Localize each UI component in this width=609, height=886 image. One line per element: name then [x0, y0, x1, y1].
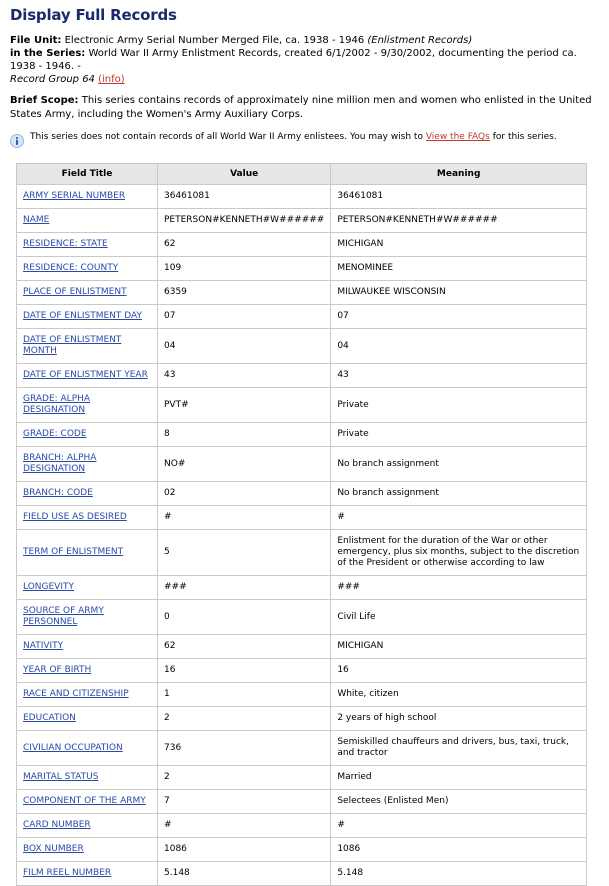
meaning-cell: Married	[331, 766, 587, 790]
meaning-cell: No branch assignment	[331, 447, 587, 482]
field-title-cell	[17, 659, 158, 683]
value-cell: 7	[158, 790, 331, 814]
header-meaning: Meaning	[331, 164, 587, 185]
table-row	[17, 576, 587, 600]
field-title-cell	[17, 731, 158, 766]
series-info-link[interactable]: (info)	[98, 74, 125, 85]
table-row	[17, 600, 587, 635]
field-title-link[interactable]: YEAR OF BIRTH	[23, 665, 92, 675]
table-row	[17, 257, 587, 281]
field-title-cell	[17, 388, 158, 423]
meaning-cell: 43	[331, 364, 587, 388]
field-title-link[interactable]: FILM REEL NUMBER	[23, 868, 112, 878]
field-title-cell	[17, 707, 158, 731]
file-unit-label: File Unit:	[10, 35, 62, 46]
field-title-link[interactable]: EDUCATION	[23, 713, 76, 723]
value-cell: #	[158, 506, 331, 530]
table-row	[17, 423, 587, 447]
table-row	[17, 862, 587, 886]
brief-scope-label: Brief Scope:	[10, 95, 79, 106]
field-title-link[interactable]: GRADE: CODE	[23, 429, 87, 439]
meaning-cell: #	[331, 814, 587, 838]
meaning-cell: 36461081	[331, 185, 587, 209]
meaning-cell: Private	[331, 423, 587, 447]
field-title-cell	[17, 530, 158, 576]
field-title-cell	[17, 766, 158, 790]
header-field-title: Field Title	[17, 164, 158, 185]
field-title-link[interactable]: TERM OF ENLISTMENT	[23, 547, 124, 557]
table-row	[17, 364, 587, 388]
table-row	[17, 766, 587, 790]
value-cell: 8	[158, 423, 331, 447]
header-value: Value	[158, 164, 331, 185]
meaning-cell: Civil Life	[331, 600, 587, 635]
field-title-cell	[17, 447, 158, 482]
table-row	[17, 388, 587, 423]
info-icon	[10, 134, 24, 148]
value-cell: 0	[158, 600, 331, 635]
field-title-link[interactable]: ARMY SERIAL NUMBER	[23, 191, 126, 201]
table-row	[17, 185, 587, 209]
field-title-cell	[17, 233, 158, 257]
value-cell: 36461081	[158, 185, 331, 209]
table-row	[17, 731, 587, 766]
value-cell: PETERSON#KENNETH#W######	[158, 209, 331, 233]
table-row	[17, 281, 587, 305]
field-title-link[interactable]: RESIDENCE: COUNTY	[23, 263, 119, 273]
value-cell: 07	[158, 305, 331, 329]
file-unit-line	[10, 34, 599, 47]
field-title-link[interactable]: DATE OF ENLISTMENT MONTH	[23, 335, 122, 356]
notice-pre: This series does not contain records of all World War II Army enlistees. You may wish to	[30, 132, 423, 142]
table-row	[17, 707, 587, 731]
value-cell: PVT#	[158, 388, 331, 423]
field-title-link[interactable]: DATE OF ENLISTMENT YEAR	[23, 370, 148, 380]
table-row	[17, 814, 587, 838]
notice	[10, 131, 599, 148]
value-cell: 1	[158, 683, 331, 707]
table-row	[17, 482, 587, 506]
meaning-cell: 07	[331, 305, 587, 329]
table-header-row	[17, 164, 587, 185]
value-cell: 62	[158, 233, 331, 257]
meaning-cell: Enlistment for the duration of the War or other emergency, plus six months, subject to the discretion of the President or otherwise according to law	[331, 530, 587, 576]
meaning-cell: Private	[331, 388, 587, 423]
table-row	[17, 209, 587, 233]
value-cell: NO#	[158, 447, 331, 482]
table-row	[17, 838, 587, 862]
field-title-cell	[17, 281, 158, 305]
meaning-cell: 16	[331, 659, 587, 683]
field-title-cell	[17, 814, 158, 838]
table-row	[17, 659, 587, 683]
field-title-link[interactable]: NAME	[23, 215, 50, 225]
field-title-cell	[17, 185, 158, 209]
field-title-cell	[17, 423, 158, 447]
field-title-cell	[17, 576, 158, 600]
table-row	[17, 305, 587, 329]
value-cell: ###	[158, 576, 331, 600]
table-body	[17, 185, 587, 886]
faq-link[interactable]: View the FAQs	[425, 132, 490, 142]
value-cell: 04	[158, 329, 331, 364]
meaning-cell: MENOMINEE	[331, 257, 587, 281]
field-title-link[interactable]: DATE OF ENLISTMENT DAY	[23, 311, 142, 321]
meaning-cell: MICHIGAN	[331, 233, 587, 257]
meaning-cell: 1086	[331, 838, 587, 862]
table-row	[17, 790, 587, 814]
field-title-link[interactable]: GRADE: ALPHA DESIGNATION	[23, 394, 91, 415]
field-title-cell	[17, 600, 158, 635]
field-title-cell	[17, 257, 158, 281]
field-title-cell	[17, 209, 158, 233]
field-title-link[interactable]: CIVILIAN OCCUPATION	[23, 742, 123, 753]
table-row	[17, 530, 587, 576]
field-title-link[interactable]: FIELD USE AS DESIRED	[23, 512, 127, 522]
field-title-cell	[17, 635, 158, 659]
value-cell: 736	[158, 731, 331, 766]
series-text: World War II Army Enlistment Records, created 6/1/2002 - 9/30/2002, documenting the period ca. 1938 - 1946. -	[10, 48, 577, 72]
value-cell: 5.148	[158, 862, 331, 886]
notice-post: for this series.	[492, 132, 557, 142]
value-cell: 2	[158, 766, 331, 790]
field-title-cell	[17, 862, 158, 886]
field-title-cell	[17, 790, 158, 814]
field-title-link[interactable]: BOX NUMBER	[23, 844, 84, 854]
meaning-cell: White, citizen	[331, 683, 587, 707]
value-cell: 43	[158, 364, 331, 388]
value-cell: 62	[158, 635, 331, 659]
value-cell: 02	[158, 482, 331, 506]
value-cell: 109	[158, 257, 331, 281]
brief-scope	[10, 94, 599, 122]
field-title-link[interactable]: PLACE OF ENLISTMENT	[23, 287, 127, 297]
meaning-cell: Selectees (Enlisted Men)	[331, 790, 587, 814]
field-title-link[interactable]: LONGEVITY	[23, 582, 74, 592]
file-unit-text: Electronic Army Serial Number Merged File, ca. 1938 - 1946	[64, 35, 365, 46]
field-title-link[interactable]: MARITAL STATUS	[23, 772, 99, 782]
notice-text	[30, 131, 557, 143]
table-row	[17, 329, 587, 364]
meaning-cell: MICHIGAN	[331, 635, 587, 659]
field-title-link[interactable]: NATIVITY	[23, 641, 64, 651]
field-title-link[interactable]: RACE AND CITIZENSHIP	[23, 689, 129, 699]
value-cell: 16	[158, 659, 331, 683]
meaning-cell: ###	[331, 576, 587, 600]
field-title-link[interactable]: COMPONENT OF THE ARMY	[23, 796, 146, 806]
file-unit-italic: (Enlistment Records)	[367, 35, 473, 46]
meaning-cell: #	[331, 506, 587, 530]
meaning-cell: 5.148	[331, 862, 587, 886]
table-row	[17, 233, 587, 257]
records-table	[16, 163, 587, 886]
field-title-link[interactable]: SOURCE OF ARMY PERSONNEL	[23, 606, 104, 627]
meaning-cell: 04	[331, 329, 587, 364]
meaning-cell: No branch assignment	[331, 482, 587, 506]
table-row	[17, 635, 587, 659]
table-row	[17, 506, 587, 530]
value-cell: 2	[158, 707, 331, 731]
brief-scope-text: This series contains records of approximately nine million men and women who enlisted in the United States Army, including the Women's Army Auxiliary Corps.	[10, 95, 592, 120]
table-row	[17, 447, 587, 482]
value-cell: 1086	[158, 838, 331, 862]
field-title-cell	[17, 329, 158, 364]
field-title-cell	[17, 364, 158, 388]
meaning-cell: MILWAUKEE WISCONSIN	[331, 281, 587, 305]
field-title-cell	[17, 838, 158, 862]
field-title-link[interactable]: BRANCH: ALPHA DESIGNATION	[23, 453, 97, 474]
field-title-link[interactable]: BRANCH: CODE	[23, 488, 93, 498]
page-title: Display Full Records	[10, 6, 177, 24]
value-cell: 6359	[158, 281, 331, 305]
meaning-cell: PETERSON#KENNETH#W######	[331, 209, 587, 233]
series-line	[10, 47, 599, 86]
table-row	[17, 683, 587, 707]
meaning-cell: Semiskilled chauffeurs and drivers, bus, taxi, truck, and tractor	[331, 731, 587, 766]
field-title-cell	[17, 305, 158, 329]
field-title-link[interactable]: RESIDENCE: STATE	[23, 239, 108, 249]
field-title-cell	[17, 683, 158, 707]
value-cell: #	[158, 814, 331, 838]
field-title-cell	[17, 506, 158, 530]
value-cell: 5	[158, 530, 331, 576]
field-title-cell	[17, 482, 158, 506]
record-group: Record Group 64	[10, 74, 95, 85]
series-label: in the Series:	[10, 48, 86, 59]
meaning-cell: 2 years of high school	[331, 707, 587, 731]
field-title-link[interactable]: CARD NUMBER	[23, 820, 91, 830]
